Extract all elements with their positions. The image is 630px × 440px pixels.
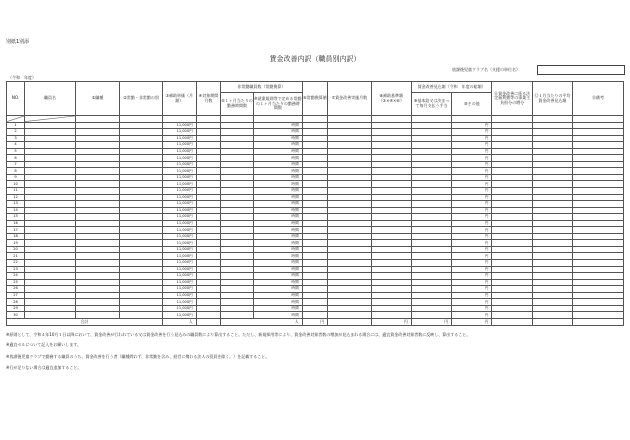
row-salary[interactable]: 11,000円 [162, 129, 196, 136]
row-salary[interactable]: 11,000円 [162, 240, 196, 247]
total-persons: 人 [221, 318, 303, 325]
header-plan-group: 賃金改善見込額（令和 年度の総額） [411, 82, 492, 93]
row-no: 17 [7, 227, 25, 234]
row-yen[interactable]: 円 [452, 305, 492, 312]
era-label: （令和 年度） [8, 75, 36, 80]
row-yen[interactable]: 円 [452, 155, 492, 162]
row-no: 13 [7, 201, 25, 208]
row-yen[interactable]: 円 [452, 122, 492, 129]
row-salary[interactable]: 11,000円 [162, 227, 196, 234]
row-no: 22 [7, 260, 25, 267]
row-no: 18 [7, 233, 25, 240]
row-hours[interactable]: 時間 [253, 135, 302, 142]
row-no: 24 [7, 273, 25, 280]
row-hours[interactable]: 時間 [253, 240, 302, 247]
row-hours[interactable]: 時間 [253, 148, 302, 155]
header-monthly-group: ⑨基本給又は決まって毎月支払う手当 [411, 93, 451, 116]
total-yen-2: 円 [371, 318, 411, 325]
row-salary[interactable]: 11,000円 [162, 194, 196, 201]
row-yen[interactable]: 円 [452, 260, 492, 267]
header-nonfull-group: 非常勤職員数（常勤換算） [221, 82, 303, 93]
row-yen[interactable]: 円 [452, 142, 492, 149]
row-salary[interactable]: 11,000円 [162, 201, 196, 208]
row-hours[interactable]: 時間 [253, 174, 302, 181]
row-no: 25 [7, 279, 25, 286]
header-per-month: ⑫１月当たりの平均賃金改善見込額 [532, 82, 572, 116]
row-hours[interactable]: 時間 [253, 168, 302, 175]
row-salary[interactable]: 11,000円 [162, 161, 196, 168]
row-yen[interactable]: 円 [452, 161, 492, 168]
row-hours[interactable]: 時間 [253, 207, 302, 214]
row-no: 4 [7, 142, 25, 149]
staff-table [6, 81, 624, 326]
page-title: 賃金改善内訳（職員別内訳） [269, 55, 361, 63]
row-yen[interactable]: 円 [452, 214, 492, 221]
row-yen[interactable]: 円 [452, 148, 492, 155]
row-no: 6 [7, 155, 25, 162]
annex-label: 別紙1別添 [6, 39, 30, 45]
row-hours[interactable]: 時間 [253, 194, 302, 201]
row-salary[interactable]: 11,000円 [162, 273, 196, 280]
row-no: 29 [7, 305, 25, 312]
row-yen[interactable]: 円 [452, 220, 492, 227]
header-hours-note: ※就業規則等で定める常勤の１ヶ月当たりの勤務時間数 [253, 93, 302, 116]
row-hours[interactable]: 時間 [253, 299, 302, 306]
header-months: ④対象期間月数 [196, 82, 220, 116]
total-yen-3: 円 [411, 318, 451, 325]
header-employment: ②常勤・非常勤の別 [120, 82, 162, 116]
row-no: 15 [7, 214, 25, 221]
header-job: ①職種 [75, 82, 120, 116]
row-no: 11 [7, 188, 25, 195]
row-no: 23 [7, 266, 25, 273]
row-hours[interactable]: 時間 [253, 181, 302, 188]
row-no: 19 [7, 240, 25, 247]
row-salary[interactable]: 11,000円 [162, 299, 196, 306]
row-salary[interactable]: 11,000円 [162, 188, 196, 195]
row-no: 21 [7, 253, 25, 260]
row-no: 30 [7, 312, 25, 319]
row-no: 5 [7, 148, 25, 155]
row-salary[interactable]: 11,000円 [162, 279, 196, 286]
total-label: 合計 [7, 318, 163, 325]
row-salary[interactable]: 11,000円 [162, 220, 196, 227]
row-salary[interactable]: 11,000円 [162, 168, 196, 175]
row-salary[interactable]: 11,000円 [162, 214, 196, 221]
row-hours[interactable]: 時間 [253, 305, 302, 312]
row-hours[interactable]: 時間 [253, 286, 302, 293]
row-yen[interactable]: 円 [452, 233, 492, 240]
row-yen[interactable]: 円 [452, 279, 492, 286]
note-4: ※行が足りない場合は適宜追加すること。 [6, 365, 82, 370]
row-salary[interactable]: 11,000円 [162, 305, 196, 312]
header-subsidy-base: ⑧補助基準額（③×④×⑥） [371, 82, 411, 116]
row-no: 28 [7, 299, 25, 306]
row-hours[interactable]: 時間 [253, 253, 302, 260]
row-no: 26 [7, 286, 25, 293]
row-hours[interactable]: 時間 [253, 122, 302, 129]
row-hours[interactable]: 時間 [253, 129, 302, 136]
row-yen[interactable]: 円 [452, 240, 492, 247]
row-hours[interactable]: 時間 [253, 260, 302, 267]
header-fte: ⑥常勤換算値 [302, 82, 327, 116]
row-yen[interactable]: 円 [452, 129, 492, 136]
row-no: 14 [7, 207, 25, 214]
row-no: 27 [7, 292, 25, 299]
row-yen[interactable]: 円 [452, 188, 492, 195]
total-yen-1: 円 [302, 318, 327, 325]
organization-input[interactable] [537, 65, 625, 75]
row-hours[interactable]: 時間 [253, 312, 302, 319]
note-2: ※適宜セルについて記入をお願いします。 [6, 342, 81, 347]
row-yen[interactable]: 円 [452, 273, 492, 280]
row-yen[interactable]: 円 [452, 286, 492, 293]
row-salary[interactable]: 11,000円 [162, 155, 196, 162]
row-hours[interactable]: 時間 [253, 188, 302, 195]
header-allowance: ⑦賃金改善実施月数 [328, 82, 371, 116]
row-no: 12 [7, 194, 25, 201]
row-yen[interactable]: 円 [452, 174, 492, 181]
row-hours[interactable]: 時間 [253, 246, 302, 253]
row-hours[interactable]: 時間 [253, 142, 302, 149]
header-ratio: ⑪賃金改善に係る法定福利費等の事業主負担分の増分 [492, 82, 532, 116]
row-yen[interactable]: 円 [452, 299, 492, 306]
row-yen[interactable]: 円 [452, 168, 492, 175]
row-hours[interactable]: 時間 [253, 161, 302, 168]
row-hours[interactable]: 時間 [253, 214, 302, 221]
row-no: 16 [7, 220, 25, 227]
row-hours[interactable]: 時間 [253, 292, 302, 299]
row-salary[interactable]: 11,000円 [162, 122, 196, 129]
row-salary[interactable]: 11,000円 [162, 260, 196, 267]
row-yen[interactable]: 円 [452, 181, 492, 188]
row-yen[interactable]: 円 [452, 246, 492, 253]
row-salary[interactable]: 11,000円 [162, 286, 196, 293]
row-yen[interactable]: 円 [452, 292, 492, 299]
row-no: 8 [7, 168, 25, 175]
row-yen[interactable]: 円 [452, 194, 492, 201]
row-hours[interactable]: 時間 [253, 233, 302, 240]
row-hours[interactable]: 時間 [253, 266, 302, 273]
note-3: ※放課後児童クラブで勤務する職員のうち、賃金改善を行う者（職種問わず、非常勤を含み、経営に携わる法人の役員を除く。）を記載すること。 [6, 354, 270, 359]
row-salary[interactable]: 11,000円 [162, 292, 196, 299]
row-yen[interactable]: 円 [452, 312, 492, 319]
row-hours[interactable]: 時間 [253, 279, 302, 286]
header-name: 職員名 [25, 82, 76, 116]
row-salary[interactable]: 11,000円 [162, 246, 196, 253]
row-salary[interactable]: 11,000円 [162, 253, 196, 260]
row-no: 1 [7, 122, 25, 129]
row-salary[interactable]: 11,000円 [162, 135, 196, 142]
header-monthly-salary: ③補助単価（月額） [162, 82, 196, 116]
total-yen-4: 円 [452, 318, 492, 325]
row-yen[interactable]: 円 [452, 201, 492, 208]
row-salary[interactable]: 11,000円 [162, 181, 196, 188]
header-remarks: ⑬備考 [573, 82, 624, 116]
row-hours[interactable]: 時間 [253, 227, 302, 234]
row-yen[interactable]: 円 [452, 266, 492, 273]
header-no: NO. [7, 82, 25, 116]
row-salary[interactable]: 11,000円 [162, 207, 196, 214]
row-salary[interactable]: 11,000円 [162, 312, 196, 319]
row-no: 3 [7, 135, 25, 142]
row-salary[interactable]: 11,000円 [162, 142, 196, 149]
row-no: 2 [7, 129, 25, 136]
total-people: 人 [162, 318, 196, 325]
row-no: 7 [7, 161, 25, 168]
header-other: ⑩その他 [452, 93, 492, 116]
row-no: 20 [7, 246, 25, 253]
row-yen[interactable]: 円 [452, 135, 492, 142]
organization-label: 放課後児童クラブ名（支援の単位名） [452, 67, 520, 72]
row-salary[interactable]: 11,000円 [162, 148, 196, 155]
row-hours[interactable]: 時間 [253, 220, 302, 227]
row-no: 9 [7, 174, 25, 181]
row-salary[interactable]: 11,000円 [162, 174, 196, 181]
header-hours-month: ⑤１ヶ月当たりの勤務時間数 [221, 93, 254, 116]
row-hours[interactable]: 時間 [253, 155, 302, 162]
row-salary[interactable]: 11,000円 [162, 233, 196, 240]
row-hours[interactable]: 時間 [253, 273, 302, 280]
row-yen[interactable]: 円 [452, 207, 492, 214]
row-yen[interactable]: 円 [452, 253, 492, 260]
note-1: ※原則として、令和４年10月１日以降において、賃金改善が行われている又は賃金改善を行う見込みの職員数により算出すること。ただし、新規採用等により、賃金改善対象者数の増加が見込まれる場合には、適宜賃金改善対象者数に反映し、算出すること。 [6, 332, 471, 337]
row-hours[interactable]: 時間 [253, 201, 302, 208]
row-no: 10 [7, 181, 25, 188]
row-yen[interactable]: 円 [452, 227, 492, 234]
row-salary[interactable]: 11,000円 [162, 266, 196, 273]
